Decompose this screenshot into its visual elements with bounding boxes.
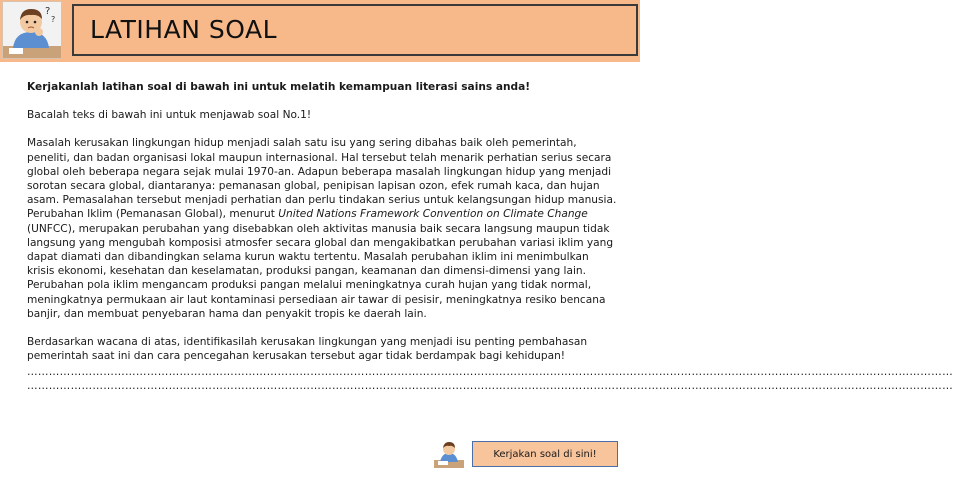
answer-line-2: ………………………………………………………………………………………………………………………………………………………………………………………………………………………………… [27, 380, 953, 393]
student-writing-icon [434, 440, 464, 468]
reading-passage [27, 136, 617, 321]
passage-part-1: Masalah kerusakan lingkungan hidup menjadi salah satu isu yang sering dibahas baik oleh pemerintah, peneliti, dan badan organisasi lokal maupun internasional. Hal tersebut telah menarik perhatian serius secara global oleh beberapa negara sejak mulai 1970-an. Adapun beberapa masalah lingkungan hidup yang menjadi sorotan secara global, diantaranya: pemanasan global, penipisan lapisan ozon, efek rumah kaca, dan hujan asam. Pemasalahan tersebut menjadi perhatian dan perlu tindakan serius untuk kelangsungan hidup manusia. Perubahan Iklim (Pemanasan Global), menurut [27, 137, 617, 221]
content-area [27, 80, 953, 393]
start-quiz-button[interactable]: Kerjakan soal di sini! [472, 441, 618, 467]
instruction-text: Kerjakanlah latihan soal di bawah ini untuk melatih kemampuan literasi sains anda! [27, 81, 531, 93]
answer-line-1: ………………………………………………………………………………………………………………………………………………………………………………………………………………………………… [27, 366, 953, 379]
svg-text:?: ? [45, 6, 51, 17]
intro-text: Bacalah teks di bawah ini untuk menjawab soal No.1! [27, 109, 312, 122]
title-box [72, 4, 638, 56]
page-title: LATIHAN SOAL [90, 15, 277, 44]
question-text: Berdasarkan wacana di atas, identifikasilah kerusakan lingkungan yang menjadi isu penting pembahasan pemerintah saat ini dan cara pencegahan kerusakan tersebut agar tidak berdampak bagi kehidupan! [27, 336, 588, 363]
svg-text:?: ? [51, 15, 56, 24]
student-thinking-icon [2, 1, 62, 59]
passage-part-2: (UNFCC), merupakan perubahan yang disebabkan oleh aktivitas manusia baik secara langsung maupun tidak langsung yang mengubah komposisi atmosfer secara global dan mengakibatkan perubahan variasi iklim yang dapat diamati dan dibandingkan selama kurun waktu tertentu. Masalah perubahan iklim ini menimbulkan krisis ekonomi, kesehatan dan keselamatan, produksi pangan, keamanan dan dimensi-dimensi yang lain. Perubahan pola iklim mengancam produksi pangan melalui meningkatnya curah hujan yang tidak normal, meningkatnya permukaan air laut kontaminasi persediaan air tawar di pesisir, meningkatnya resiko bencana banjir, dan membuat penyebaran hama dan penyakit tropis ke daerah lain. [27, 222, 614, 320]
header-bar [0, 0, 640, 62]
passage-italic-term: United Nations Framework Convention on Climate Change [278, 208, 588, 221]
